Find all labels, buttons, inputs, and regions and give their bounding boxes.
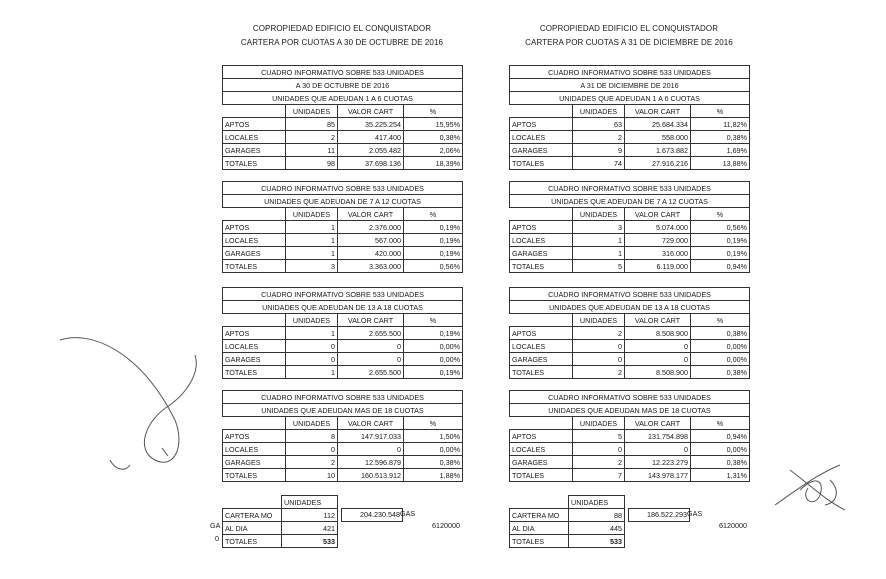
side-value: 6120000 — [432, 521, 460, 530]
table-row: GARAGES 0 0 0,00% — [223, 353, 463, 366]
table-mas-18-cuotas — [509, 390, 750, 482]
col-header: VALOR CART — [625, 417, 691, 430]
table-row: GARAGES 0 0 0,00% — [510, 353, 750, 366]
table-row: CARTERA MO 112 — [223, 509, 338, 522]
table-13-18-cuotas — [222, 287, 463, 379]
header-line2: CARTERA POR CUOTAS A 31 DE DICIEMBRE DE 2016 — [525, 38, 733, 47]
col-header: UNIDADES — [286, 208, 338, 221]
table-row: LOCALES 2 558.000 0,38% — [510, 131, 750, 144]
table-row: LOCALES 0 0 0,00% — [510, 340, 750, 353]
summary-table — [222, 495, 338, 548]
summary-header: UNIDADES — [569, 496, 625, 509]
table-title: CUADRO INFORMATIVO SOBRE 533 UNIDADES — [510, 288, 750, 301]
table-title: CUADRO INFORMATIVO SOBRE 533 UNIDADES — [223, 182, 463, 195]
table-7-12-cuotas — [222, 181, 463, 273]
table-row: CARTERA MO 88 — [510, 509, 625, 522]
table-row: GARAGES 2 12.223.279 0,38% — [510, 456, 750, 469]
table-title: UNIDADES QUE ADEUDAN DE 13 A 18 CUOTAS — [510, 301, 750, 314]
gas-label: GAS — [687, 509, 703, 518]
table-title: CUADRO INFORMATIVO SOBRE 533 UNIDADES — [510, 66, 750, 79]
table-row: LOCALES 1 729.000 0,19% — [510, 234, 750, 247]
table-row: TOTALES 533 — [510, 535, 625, 548]
table-title: CUADRO INFORMATIVO SOBRE 533 UNIDADES — [510, 182, 750, 195]
table-title: CUADRO INFORMATIVO SOBRE 533 UNIDADES — [223, 391, 463, 404]
col-header: UNIDADES — [573, 417, 625, 430]
header-line1: COPROPIEDAD EDIFICIO EL CONQUISTADOR — [252, 24, 432, 33]
table-title: UNIDADES QUE ADEUDAN DE 7 A 12 CUOTAS — [223, 195, 463, 208]
cartera-mora-valor: 204.230.548 — [341, 508, 403, 522]
col-header: UNIDADES — [286, 314, 338, 327]
cartera-mora-valor: 186.522.293 — [628, 508, 690, 522]
col-header: % — [691, 208, 750, 221]
table-13-18-cuotas — [509, 287, 750, 379]
table-row: TOTALES 533 — [223, 535, 338, 548]
table-row: AL DIA 445 — [510, 522, 625, 535]
table-title: UNIDADES QUE ADEUDAN 1 A 6 CUOTAS — [510, 92, 750, 105]
table-title: UNIDADES QUE ADEUDAN 1 A 6 CUOTAS — [223, 92, 463, 105]
table-row: GARAGES 9 1.673.882 1,69% — [510, 144, 750, 157]
table-row: TOTALES 7 143.978.177 1,31% — [510, 469, 750, 482]
table-row: APTOS 1 2.655.500 0,19% — [223, 327, 463, 340]
header-line2: CARTERA POR CUOTAS A 30 DE OCTUBRE DE 2016 — [240, 38, 444, 47]
signature-left — [50, 310, 220, 480]
blank-cell — [510, 208, 573, 221]
table-title: CUADRO INFORMATIVO SOBRE 533 UNIDADES — [223, 66, 463, 79]
table-1-6-cuotas — [509, 65, 750, 170]
table-row: TOTALES 98 37.698.136 18,39% — [223, 157, 463, 170]
blank-cell — [223, 105, 286, 118]
table-row: LOCALES 0 0 0,00% — [223, 443, 463, 456]
col-header: VALOR CART — [338, 417, 404, 430]
table-row: APTOS 63 25.684.334 11,82% — [510, 118, 750, 131]
table-mas-18-cuotas — [222, 390, 463, 482]
table-row: APTOS 85 35.225.254 15,95% — [223, 118, 463, 131]
col-header: VALOR CART — [338, 314, 404, 327]
table-7-12-cuotas — [509, 181, 750, 273]
table-row: GARAGES 1 420.000 0,19% — [223, 247, 463, 260]
table-row: APTOS 3 5.074.000 0,56% — [510, 221, 750, 234]
table-title: UNIDADES QUE ADEUDAN DE 13 A 18 CUOTAS — [223, 301, 463, 314]
blank-cell — [510, 314, 573, 327]
col-header: UNIDADES — [286, 417, 338, 430]
table-row: APTOS 5 131.754.898 0,94% — [510, 430, 750, 443]
table-title: A 31 DE DICIEMBRE DE 2016 — [510, 79, 750, 92]
table-row: LOCALES 2 417.400 0,38% — [223, 131, 463, 144]
blank-cell — [223, 417, 286, 430]
signature-right — [770, 460, 860, 520]
blank-cell — [223, 208, 286, 221]
col-header: UNIDADES — [573, 208, 625, 221]
blank-cell — [223, 314, 286, 327]
table-1-6-cuotas — [222, 65, 463, 170]
col-header: % — [691, 417, 750, 430]
summary-table — [509, 495, 625, 548]
table-title: CUADRO INFORMATIVO SOBRE 533 UNIDADES — [223, 288, 463, 301]
gas-label: GAS — [400, 509, 416, 518]
col-header: UNIDADES — [286, 105, 338, 118]
col-header: % — [404, 417, 463, 430]
col-header: % — [691, 314, 750, 327]
table-row: TOTALES 2 8.508.900 0,38% — [510, 366, 750, 379]
table-title: UNIDADES QUE ADEUDAN DE 7 A 12 CUOTAS — [510, 195, 750, 208]
col-header: VALOR CART — [338, 105, 404, 118]
table-row: APTOS 2 8.508.900 0,38% — [510, 327, 750, 340]
table-row: APTOS 1 2.376.000 0,19% — [223, 221, 463, 234]
col-header: % — [404, 208, 463, 221]
clipped-text: 0 — [215, 534, 219, 543]
table-title: CUADRO INFORMATIVO SOBRE 533 UNIDADES — [510, 391, 750, 404]
table-row: APTOS 8 147.917.033 1,50% — [223, 430, 463, 443]
table-row: TOTALES 5 6.119.000 0,94% — [510, 260, 750, 273]
col-header: VALOR CART — [625, 105, 691, 118]
header-line1: COPROPIEDAD EDIFICIO EL CONQUISTADOR — [539, 24, 719, 33]
col-header: VALOR CART — [338, 208, 404, 221]
table-title: A 30 DE OCTUBRE DE 2016 — [223, 79, 463, 92]
table-row: GARAGES 11 2.055.482 2,06% — [223, 144, 463, 157]
table-row: LOCALES 1 567.000 0,19% — [223, 234, 463, 247]
summary-header: UNIDADES — [282, 496, 338, 509]
blank-cell — [510, 105, 573, 118]
table-row: TOTALES 10 160.513.912 1,88% — [223, 469, 463, 482]
table-row: TOTALES 1 2.655.500 0,19% — [223, 366, 463, 379]
table-row: TOTALES 3 3.363.000 0,56% — [223, 260, 463, 273]
table-title: UNIDADES QUE ADEUDAN MAS DE 18 CUOTAS — [510, 404, 750, 417]
col-header: VALOR CART — [625, 208, 691, 221]
blank-cell — [510, 417, 573, 430]
table-row: GARAGES 1 316.000 0,19% — [510, 247, 750, 260]
col-header: VALOR CART — [625, 314, 691, 327]
col-header: % — [691, 105, 750, 118]
table-title: UNIDADES QUE ADEUDAN MAS DE 18 CUOTAS — [223, 404, 463, 417]
table-row: TOTALES 74 27.916.216 13,88% — [510, 157, 750, 170]
col-header: UNIDADES — [573, 105, 625, 118]
table-row: GARAGES 2 12.596.879 0,38% — [223, 456, 463, 469]
col-header: % — [404, 105, 463, 118]
table-row: LOCALES 0 0 0,00% — [223, 340, 463, 353]
col-header: % — [404, 314, 463, 327]
table-row: LOCALES 0 0 0,00% — [510, 443, 750, 456]
side-value: 6120000 — [719, 521, 747, 530]
table-row: AL DIA 421 — [223, 522, 338, 535]
col-header: UNIDADES — [573, 314, 625, 327]
clipped-text: GA — [210, 521, 221, 530]
